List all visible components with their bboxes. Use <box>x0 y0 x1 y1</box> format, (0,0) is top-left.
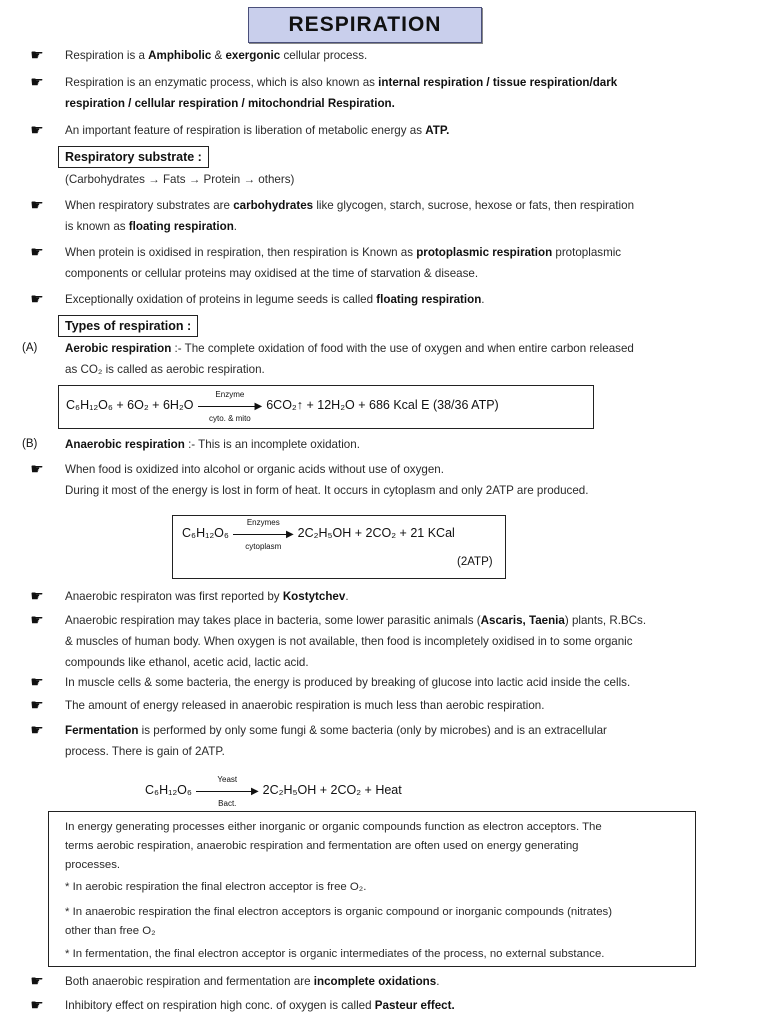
marker-b: (B) <box>22 438 38 450</box>
text: . <box>436 975 440 988</box>
text: Anaerobic respiraton was first reported by <box>65 590 283 603</box>
bullet-fermentation <box>65 720 715 762</box>
bold-term: internal respiration / tissue respiration/dark <box>378 76 618 89</box>
text: . <box>345 590 349 603</box>
arrow-icon: Yeast ▶ Bact. <box>196 784 259 798</box>
note-line: In energy generating processes either inorganic or organic compounds function as electron acceptors. The <box>65 821 602 833</box>
text: Both anaerobic respiration and fermentation are <box>65 975 314 988</box>
aerobic-definition <box>65 338 715 380</box>
bold-term: respiration / cellular respiration / mitochondrial Respiration. <box>65 97 395 110</box>
bullet-muscle: In muscle cells & some bacteria, the energy is produced by breaking of glucose into lactic acid inside the cells. <box>65 676 631 689</box>
bold-term: floating respiration <box>128 220 234 233</box>
arrow-label: Yeast <box>217 774 238 784</box>
text: protoplasmic <box>552 246 622 259</box>
text: When protein is oxidised in respiration, then respiration is Known as <box>65 246 417 259</box>
reactants: C₆H₁₂O₆ + 6O₂ + 6H₂O <box>66 398 194 412</box>
bullet-protoplasmic <box>65 242 715 284</box>
text: as CO₂ is called as aerobic respiration. <box>65 363 265 376</box>
note-line: terms aerobic respiration, anaerobic respiration and fermentation are often used on energy generating <box>65 840 579 852</box>
bold-term: Kostytchev <box>282 590 346 603</box>
bold-term: carbohydrates <box>233 199 314 212</box>
bold-term: incomplete oxidations <box>313 975 437 988</box>
anaerobic-definition <box>65 434 715 455</box>
bullet-floating <box>65 195 715 237</box>
text: process. There is gain of 2ATP. <box>65 745 225 758</box>
bullet-icon: ☛ <box>30 122 44 139</box>
bold-term: Pasteur effect. <box>374 999 455 1012</box>
atp-count: (2ATP) <box>457 556 493 568</box>
bullet-pasteur <box>65 995 715 1016</box>
bold-term: ATP. <box>425 124 450 137</box>
text: is performed by only some fungi & some bacteria (only by microbes) and is an extracellular <box>138 724 607 737</box>
text: is known as <box>65 220 129 233</box>
bullet-icon: ☛ <box>30 197 44 214</box>
products: 2C₂H₅OH + 2CO₂ + Heat <box>262 783 402 797</box>
bullet-alcohol <box>65 459 715 501</box>
page-title: RESPIRATION <box>288 13 442 36</box>
equation-anaerobic <box>182 517 455 551</box>
text: :- The complete oxidation of food with the use of oxygen and when entire carbon released <box>171 342 634 355</box>
bullet-kostytchev <box>65 586 715 607</box>
bullet-icon: ☛ <box>30 244 44 261</box>
equation-box-anaerobic <box>172 515 506 579</box>
equation-fermentation <box>145 774 402 808</box>
text: & muscles of human body. When oxygen is not available, then food is incompletely oxidised in to some organic <box>65 635 633 648</box>
note-line: * In anaerobic respiration the final electron acceptors is organic compound or inorganic compounds (nitrates) <box>65 906 613 918</box>
text: Respiration is a <box>65 49 149 62</box>
bullet-icon: ☛ <box>30 722 44 739</box>
text: components or cellular proteins may oxidised at the time of starvation & disease. <box>65 267 479 280</box>
section-header-substrate: Respiratory substrate : <box>58 146 209 168</box>
text: cellular process. <box>280 49 368 62</box>
bullet-legume <box>65 289 715 310</box>
text: like glycogen, starch, sucrose, hexose or fats, then respiration <box>313 199 635 212</box>
bold-term: Fermentation <box>65 724 139 737</box>
text: Respiration is an enzymatic process, which is also known as <box>65 76 379 89</box>
bold-term: floating respiration <box>376 293 482 306</box>
text: Exceptionally oxidation of proteins in legume seeds is called <box>65 293 377 306</box>
text: :- This is an incomplete oxidation. <box>184 438 360 451</box>
arrow-label: Enzyme <box>215 389 245 399</box>
section-header-types: Types of respiration : <box>58 315 198 337</box>
products: 2C₂H₅OH + 2CO₂ + 21 KCal <box>297 526 455 540</box>
substrate-list: (Carbohydrates → Fats → Protein → others) <box>65 173 295 186</box>
text: When food is oxidized into alcohol or organic acids without use of oxygen. <box>65 463 444 476</box>
text: . <box>481 293 485 306</box>
bold-term: exergonic <box>225 49 281 62</box>
text: Inhibitory effect on respiration high conc. of oxygen is called <box>65 999 375 1012</box>
note-line: * In fermentation, the final electron acceptor is organic intermediates of the process, no external substance. <box>65 948 605 960</box>
bullet-icon: ☛ <box>30 74 44 91</box>
bold-term: Anaerobic respiration <box>65 438 185 451</box>
bullet-icon: ☛ <box>30 674 44 691</box>
bullet-energy-amount: The amount of energy released in anaerobic respiration is much less than aerobic respiration. <box>65 699 545 712</box>
reactants: C₆H₁₂O₆ <box>182 526 229 540</box>
text: Anaerobic respiration may takes place in bacteria, some lower parasitic animals ( <box>65 614 481 627</box>
arrow-icon: Enzyme ▶ cyto. & mito <box>198 399 263 413</box>
arrow-label: Enzymes <box>246 517 280 527</box>
bullet-organisms <box>65 610 715 673</box>
arrow-sublabel: cytoplasm <box>245 541 282 551</box>
bold-term: Ascaris, Taenia <box>480 614 565 627</box>
bullet-icon: ☛ <box>30 588 44 605</box>
arrow-icon: Enzymes ▶ cytoplasm <box>233 527 294 541</box>
text: ) plants, R.BCs. <box>564 614 647 627</box>
bold-term: Aerobic respiration <box>65 342 172 355</box>
bullet-icon: ☛ <box>30 697 44 714</box>
text: compounds like ethanol, acetic acid, lactic acid. <box>65 656 309 669</box>
bold-term: Amphibolic <box>148 49 212 62</box>
electron-acceptor-note <box>48 811 696 967</box>
arrow-sublabel: cyto. & mito <box>208 413 251 423</box>
note-line: other than free O₂ <box>65 925 156 937</box>
bullet-incomplete <box>65 971 715 992</box>
products: 6CO₂↑ + 12H₂O + 686 Kcal E (38/36 ATP) <box>266 398 499 412</box>
bullet-icon: ☛ <box>30 612 44 629</box>
bullet-amphibolic <box>65 45 715 66</box>
bold-term: protoplasmic respiration <box>416 246 553 259</box>
note-line: processes. <box>65 859 121 871</box>
text: . <box>233 220 238 233</box>
bullet-icon: ☛ <box>30 291 44 308</box>
title-box <box>248 7 482 43</box>
note-line: * In aerobic respiration the final electron acceptor is free O₂. <box>65 881 367 893</box>
marker-a: (A) <box>22 342 38 354</box>
bullet-enzymatic <box>65 72 715 114</box>
text: When respiratory substrates are <box>65 199 234 212</box>
bullet-icon: ☛ <box>30 47 44 64</box>
bullet-icon: ☛ <box>30 461 44 478</box>
arrow-sublabel: Bact. <box>218 798 237 808</box>
bullet-icon: ☛ <box>30 997 44 1014</box>
text: An important feature of respiration is liberation of metabolic energy as <box>65 124 426 137</box>
text: During it most of the energy is lost in form of heat. It occurs in cytoplasm and only 2ATP are produced. <box>65 484 589 497</box>
bullet-atp <box>65 120 715 141</box>
reactants: C₆H₁₂O₆ <box>145 783 192 797</box>
equation-aerobic <box>66 389 499 423</box>
bullet-icon: ☛ <box>30 973 44 990</box>
text: & <box>211 49 226 62</box>
